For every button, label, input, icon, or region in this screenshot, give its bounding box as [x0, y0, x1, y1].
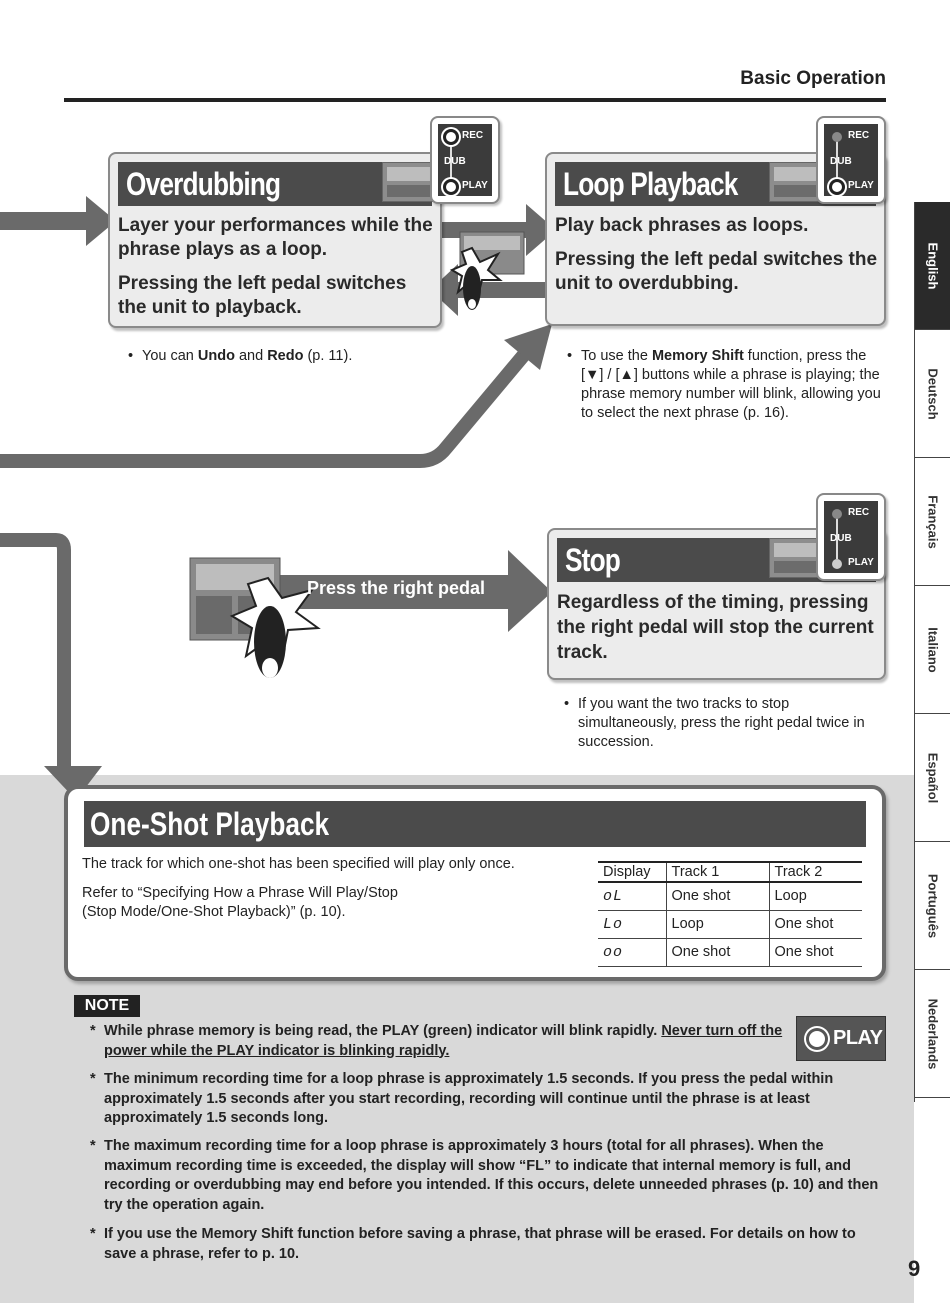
loop-indicator-panel: REC DUB PLAY [816, 116, 886, 204]
arrow-into-oneshot [0, 540, 64, 780]
press-right-pedal-label: Press the right pedal [307, 578, 486, 598]
pedal-press-small-illustration [452, 232, 524, 310]
tab-portugues[interactable]: Português [915, 842, 950, 970]
rec-led-icon [832, 509, 842, 519]
tab-nederlands[interactable]: Nederlands [915, 970, 950, 1098]
stop-title: Stop [557, 538, 876, 582]
device-thumbnail [382, 162, 434, 202]
table-cell: One shot [666, 882, 769, 910]
table-cell: Loop [769, 882, 862, 910]
oneshot-description: The track for which one-shot has been specified will play only once. [82, 856, 515, 872]
stop-indicator-panel: REC DUB PLAY [816, 493, 886, 581]
overdubbing-description: Layer your performances while the phrase plays as a loop. Pressing the left pedal switches the unit to playback. [118, 215, 433, 318]
arrowhead-press-right-pedal [508, 550, 552, 632]
loop-playback-note: • To use the Memory Shift function, press the [▼] / [▲] buttons while a phrase is playing; the phrase memory number will blink, allowing you to select the next phrase (p. 16). [567, 348, 881, 421]
tab-espanol[interactable]: Español [915, 714, 950, 842]
overdubbing-card [108, 152, 442, 328]
oneshot-card [64, 785, 886, 981]
rec-led-icon [832, 132, 842, 142]
table-row [598, 938, 862, 966]
section-title: Basic Operation [740, 68, 886, 89]
arrow-into-overdubbing [0, 212, 90, 230]
overdubbing-title: Overdubbing [118, 162, 432, 206]
play-indicator-badge: PLAY [796, 1016, 886, 1061]
loop-playback-title: Loop Playback [555, 162, 876, 206]
display-code: Lo [598, 910, 666, 938]
note-item: * The minimum recording time for a loop phrase is approximately 1.5 seconds. If you press the pedal within approximately 1.5 seconds after you start recording, recording will continue until the phrase is at least approximately 1.5 seconds long. [90, 1071, 834, 1126]
table-header-row [598, 862, 862, 882]
language-tabs [914, 202, 950, 1102]
play-led-icon [809, 1031, 825, 1047]
overdubbing-indicator-panel: REC DUB PLAY [430, 116, 500, 204]
oneshot-mode-table [598, 861, 862, 967]
table-cell: One shot [769, 910, 862, 938]
oneshot-reference: Refer to “Specifying How a Phrase Will Play/Stop (Stop Mode/One-Shot Playback)” (p. 10). [82, 885, 398, 920]
arrow-return-to-loop [0, 350, 528, 461]
stop-description: Regardless of the timing, pressing the right pedal will stop the current track. [557, 592, 874, 663]
table-cell: Loop [666, 910, 769, 938]
table-cell: One shot [666, 938, 769, 966]
table-header: Track 2 [769, 862, 862, 882]
table-cell: One shot [769, 938, 862, 966]
note-item: * While phrase memory is being read, the PLAY (green) indicator will blink rapidly. Never turn off the power while the PLAY indicator is blinking rapidly. [90, 1023, 783, 1059]
oneshot-title: One-Shot Playback [84, 801, 866, 847]
stop-note: • If you want the two tracks to stop simultaneously, press the right pedal twice in succession. [564, 696, 865, 750]
note-badge: NOTE [74, 995, 140, 1017]
display-code: oo [598, 938, 666, 966]
loop-playback-description: Play back phrases as loops. Pressing the left pedal switches the unit to overdubbing. [555, 215, 878, 294]
play-led-icon [832, 182, 842, 192]
play-led-icon [832, 559, 842, 569]
device-thumbnail [769, 162, 821, 202]
page-number: 9 [908, 1256, 921, 1281]
overdubbing-note: • You can Undo and Redo (p. 11). [128, 348, 353, 364]
rec-led-icon [446, 132, 456, 142]
table-header: Display [598, 862, 666, 882]
note-item: * The maximum recording time for a loop phrase is approximately 3 hours (total for all phrases). When the maximum recording time is exceeded, the display will show “FL” to indicate that internal memory is full, and recording or overdubbing may end before you intended. If this occurs, delete unneeded phrases (p. 10) and then try the operation again. [90, 1138, 879, 1213]
play-led-icon [446, 182, 456, 192]
tab-francais[interactable]: Français [915, 458, 950, 586]
display-code: oL [598, 882, 666, 910]
tab-deutsch[interactable]: Deutsch [915, 330, 950, 458]
tab-english[interactable]: English [915, 202, 950, 330]
device-thumbnail [769, 538, 821, 578]
table-row [598, 910, 862, 938]
tab-italiano[interactable]: Italiano [915, 586, 950, 714]
table-row [598, 882, 862, 910]
note-item: * If you use the Memory Shift function before saving a phrase, that phrase will be erased. For details on how to save a phrase, refer to p. 10. [90, 1226, 856, 1262]
table-header: Track 1 [666, 862, 769, 882]
